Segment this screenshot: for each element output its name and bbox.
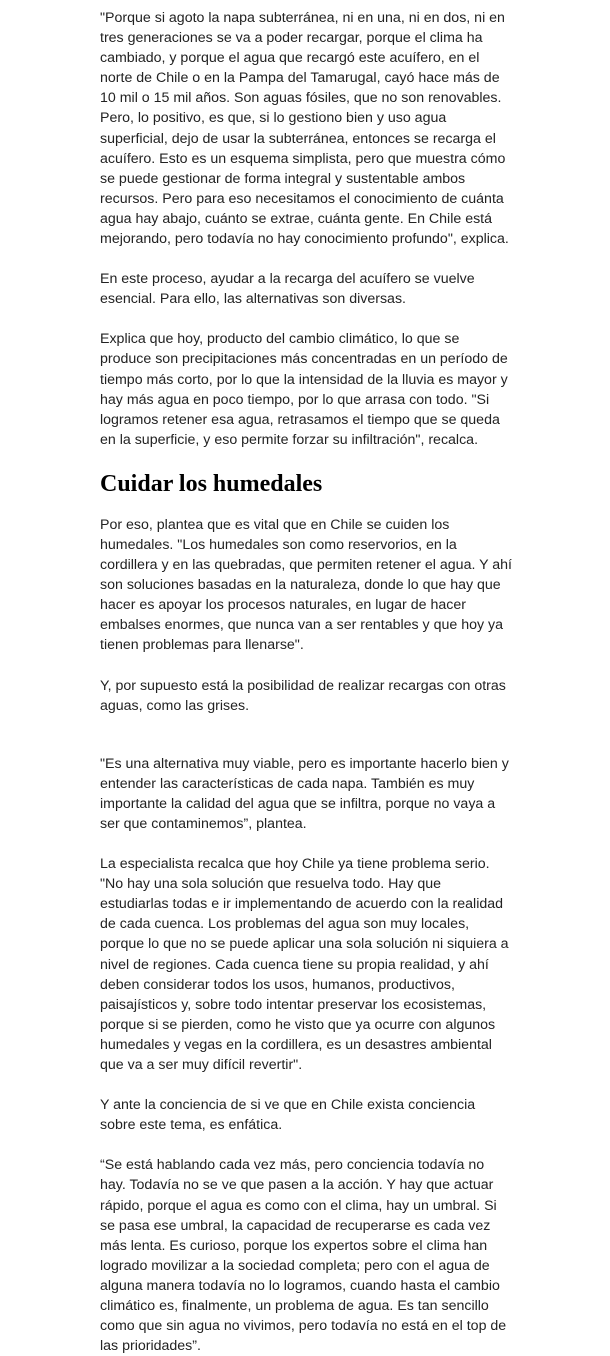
- paragraph-alternativa-viable: "Es una alternativa muy viable, pero es importante hacerlo bien y entender las características de cada napa. También es muy importante la calidad del agua que se infiltra, porque no vaya a ser que contaminemos”, plantea.: [100, 755, 509, 832]
- section-heading: Cuidar los humedales: [100, 470, 323, 497]
- paragraph-humedales: Por eso, plantea que es vital que en Chile se cuiden los humedales. "Los humedales son como reservorios, en la cordillera y en las quebradas, que permiten retener el agua. Y ahí son soluciones basadas en la naturaleza, donde lo que hay que hacer es apoyar los procesos naturales, en lugar de hacer embalses enormes, que nunca van a ser rentables y que hoy ya tienen problemas para llenarse".: [100, 516, 512, 654]
- paragraph-conciencia: Y ante la conciencia de si ve que en Chile exista conciencia sobre este tema, es enfática.: [100, 1097, 476, 1134]
- paragraph-umbral: “Se está hablando cada vez más, pero conciencia todavía no hay. Todavía no se ve que pasen a la acción. Y hay que actuar rápido, porque el agua es como con el clima, hay un umbral. Si se pasa ese umbral, la capacidad de recuperarse es cada vez más lenta. Es curioso, porque los expertos sobre el clima han logrado movilizar a la sociedad completa; pero con el agua de alguna manera todavía no lo logramos, cuando hasta el cambio climático es, finalmente, un problema de agua. Es tan sencillo como que sin agua no vivimos, pero todavía no está en el top de las prioridades”.: [100, 1157, 507, 1355]
- paragraph-napa-subterranea: "Porque si agoto la napa subterránea, ni en una, ni en dos, ni en tres generaciones se va a poder recargar, porque el clima ha cambiado, y porque el agua que recargó este acuífero, en el norte de Chile o en la Pampa del Tamarugal, cayó hace más de 10 mil o 15 mil años. Son aguas fósiles, que no son renovables. Pero, lo positivo, es que, si lo gestiono bien y uso agua superficial, dejo de usar la subterránea, entonces se recarga el acuífero. Esto es un esquema simplista, pero que muestra cómo se puede gestionar de forma integral y sustentable ambos recursos. Pero para eso necesitamos el conocimiento de cuánta agua hay abajo, cuánto se extrae, cuánta gente. En Chile está mejorando, pero todavía no hay conocimiento profundo", explica.: [100, 10, 509, 248]
- paragraph-aguas-grises: Y, por supuesto está la posibilidad de realizar recargas con otras aguas, como las grises.: [100, 677, 506, 714]
- paragraph-cambio-climatico: Explica que hoy, producto del cambio climático, lo que se produce son precipitaciones más concentradas en un período de tiempo más corto, por lo que la intensidad de la lluvia es mayor y hay más agua en poco tiempo, por lo que arrasa con todo. "Si logramos retener esa agua, retrasamos el tiempo que se queda en la superficie, y eso permite forzar su infiltración", recalca.: [100, 331, 508, 448]
- paragraph-problema-serio: La especialista recalca que hoy Chile ya tiene problema serio. "No hay una sola solución que resuelva todo. Hay que estudiarlas todas e ir implementando de acuerdo con la realidad de cada cuenca. Los problemas del agua son muy locales, porque lo que no se puede aplicar una sola solución ni siquiera a nivel de regiones. Cada cuenca tiene su propia realidad, y ahí deben considerar todos los usos, humanos, productivos, paisajísticos y, sobre todo intentar preservar los ecosistemas, porque si se pierden, como he visto que ya ocurre con algunos humedales y vegas en la cordillera, es un desastres ambiental que va a ser muy difícil revertir".: [100, 856, 509, 1074]
- paragraph-recarga-acuifero: En este proceso, ayudar a la recarga del acuífero se vuelve esencial. Para ello, las alternativas son diversas.: [100, 271, 475, 308]
- article-body: [100, 8, 512, 1356]
